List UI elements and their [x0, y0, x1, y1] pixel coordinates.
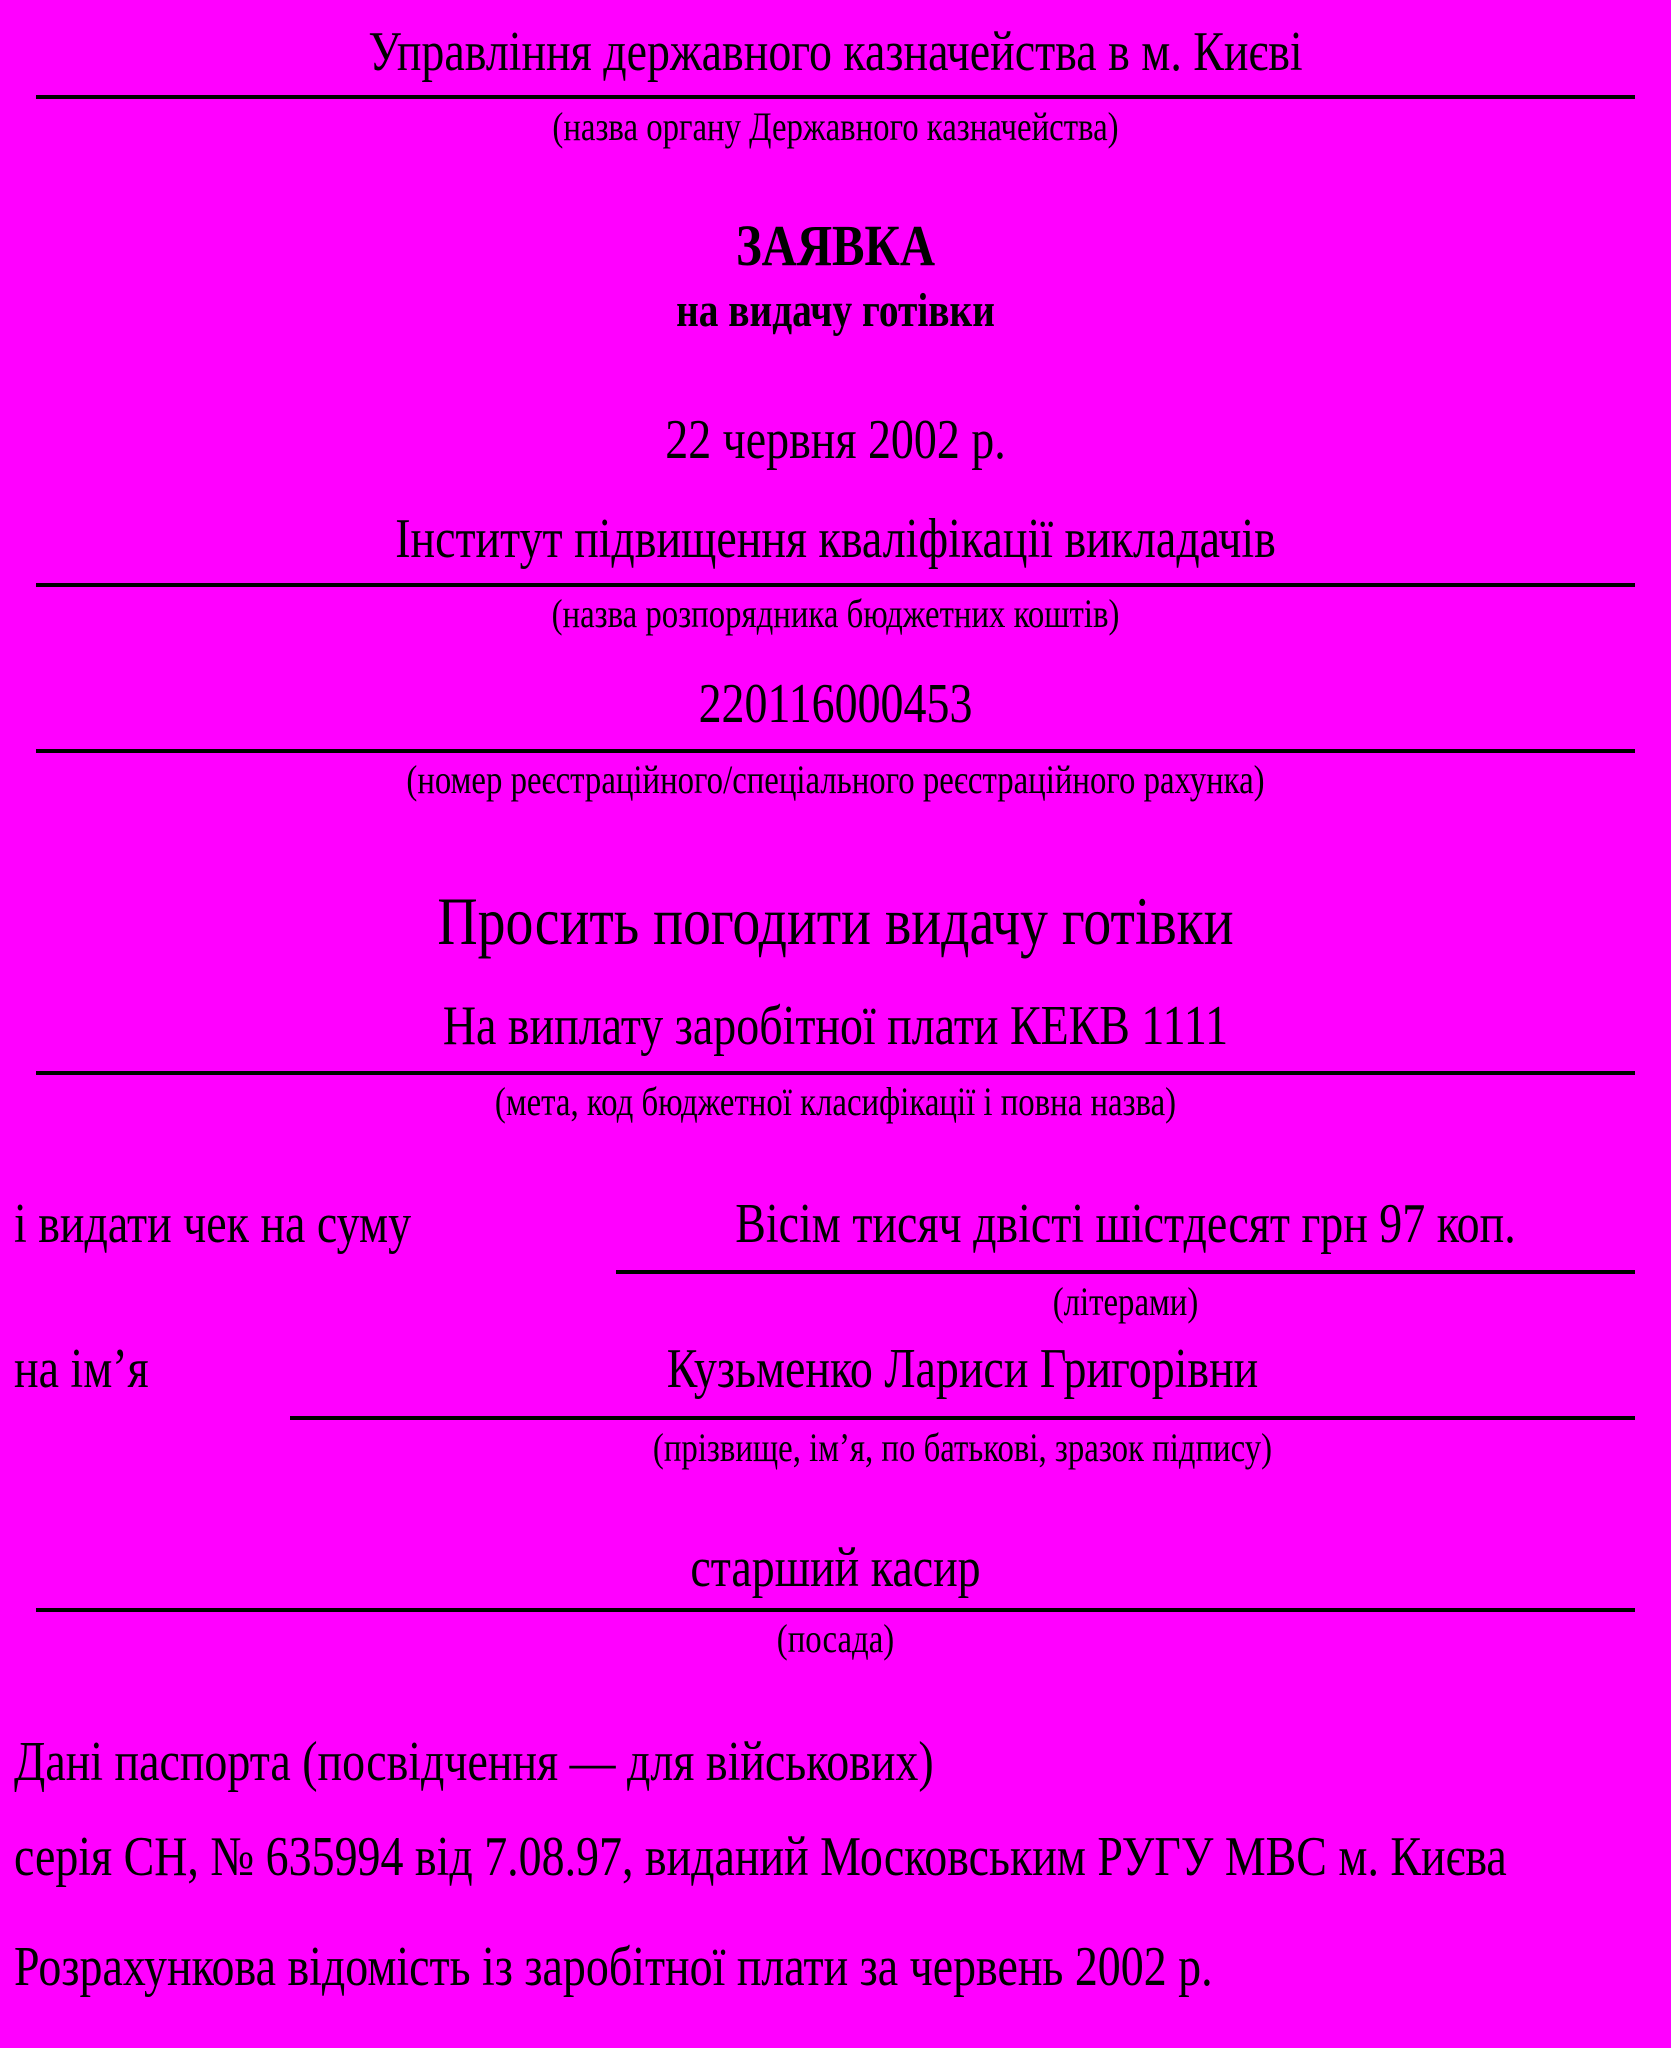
treasury-name: Управління державного казначейства в м. Києві: [368, 21, 1303, 83]
purpose-value: На виплату заробітної плати КЕКВ 1111: [442, 995, 1229, 1057]
amount-value: Вісім тисяч двісті шістдесят грн 97 коп.: [735, 1193, 1516, 1255]
payee-name: Кузьменко Лариси Григорівни: [666, 1338, 1259, 1400]
manager-name: Інститут підвищення кваліфікації викладачів: [395, 508, 1276, 570]
document-title: ЗАЯВКА: [735, 213, 936, 278]
account-caption: (номер реєстраційного/спеціального реєстраційного рахунка): [406, 757, 1265, 802]
document-date: 22 червня 2002 р.: [665, 409, 1006, 471]
account-underline: [36, 749, 1635, 753]
payment-basis: Розрахункова відомість із заробітної плати за червень 2002 р.: [14, 1936, 1213, 1998]
payee-caption: (прізвище, імʼя, по батькові, зразок підпису): [652, 1425, 1273, 1470]
treasury-caption: (назва органу Державного казначейства): [552, 104, 1119, 149]
passport-label: Дані паспорта (посвідчення — для військових): [14, 1731, 934, 1793]
purpose-caption: (мета, код бюджетної класифікації і повна назва): [494, 1079, 1177, 1124]
position-value: старший касир: [690, 1537, 981, 1599]
amount-caption: (літерами): [1052, 1279, 1199, 1324]
document-subtitle: на видачу готівки: [676, 284, 995, 337]
payee-label: на імʼя: [14, 1338, 149, 1400]
position-underline: [36, 1608, 1635, 1612]
account-number: 220116000453: [698, 673, 973, 735]
manager-underline: [36, 583, 1635, 587]
manager-caption: (назва розпорядника бюджетних коштів): [551, 591, 1120, 636]
payee-underline: [290, 1416, 1635, 1420]
amount-underline: [616, 1270, 1635, 1274]
amount-label: і видати чек на суму: [14, 1193, 412, 1255]
passport-details: серія СН, № 635994 від 7.08.97, виданий Московським РУГУ МВС м. Києва: [14, 1826, 1507, 1888]
treasury-underline: [36, 95, 1635, 99]
position-caption: (посада): [776, 1616, 895, 1661]
purpose-underline: [36, 1071, 1635, 1075]
request-text: Просить погодити видачу готівки: [437, 883, 1234, 959]
